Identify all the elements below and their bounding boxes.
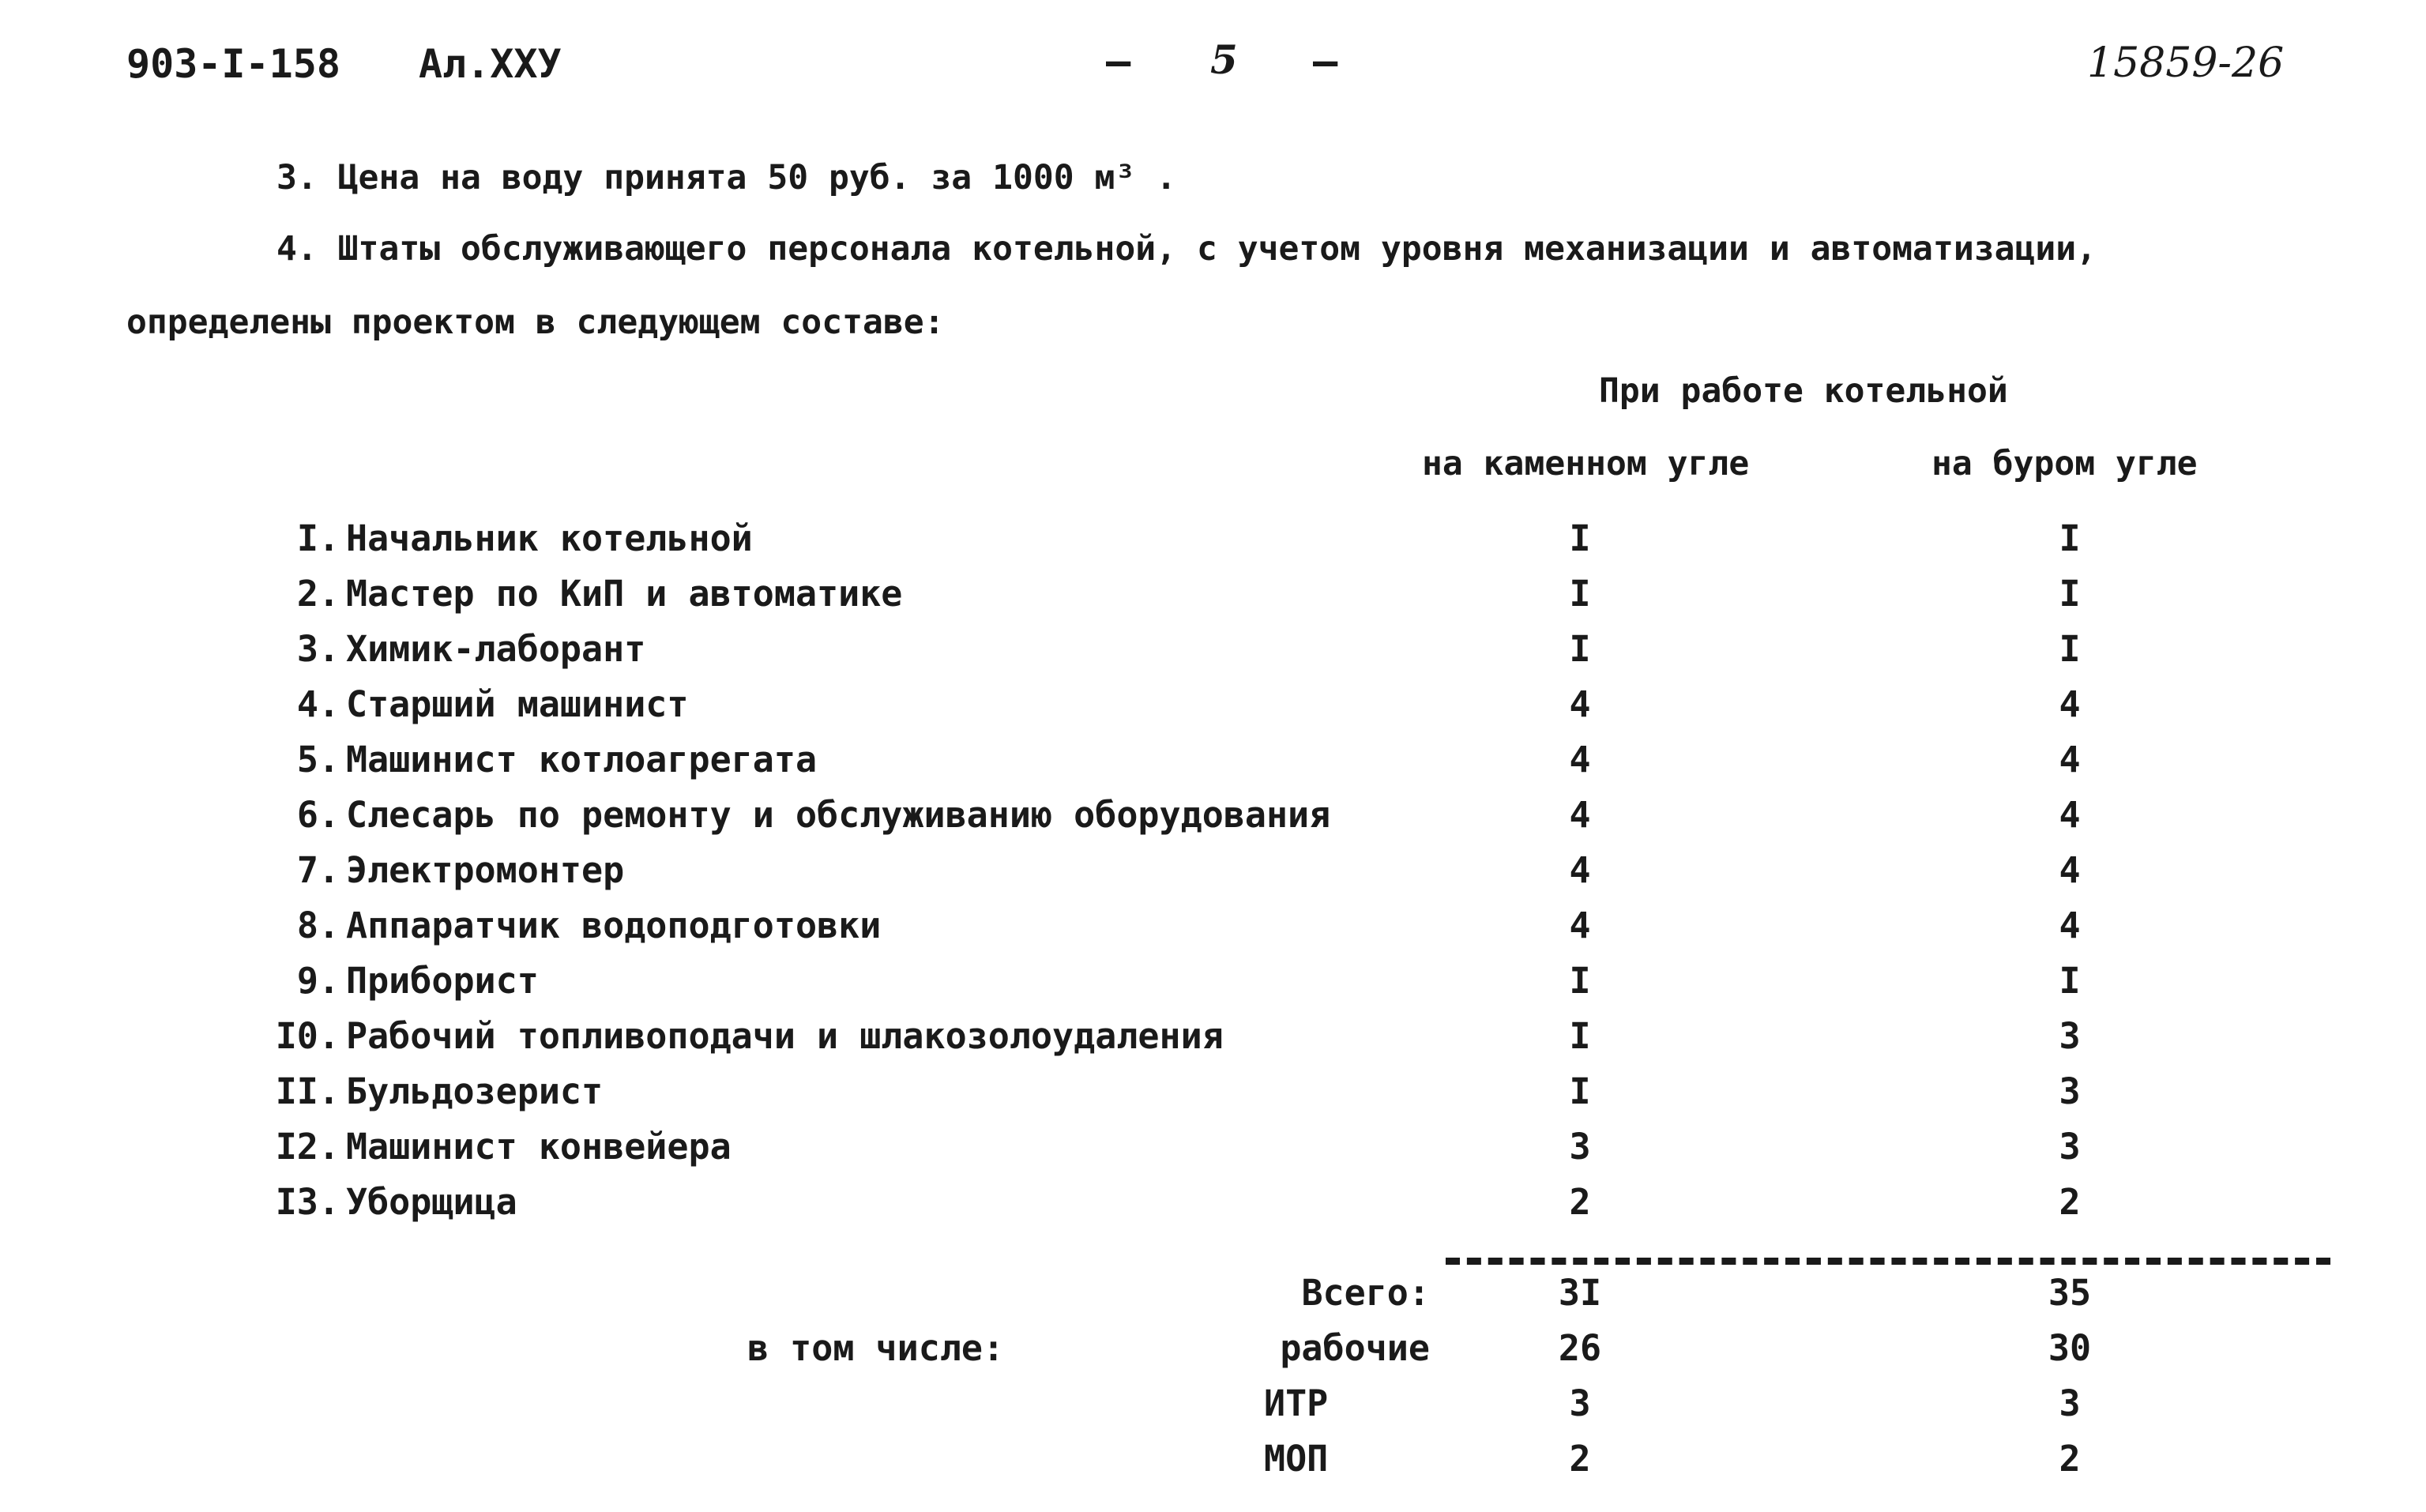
count-brown-coal: I — [2059, 517, 2081, 559]
breakdown-stone-coal: 2 — [1569, 1438, 1591, 1480]
count-brown-coal: 3 — [2059, 1126, 2081, 1168]
table-row — [0, 1181, 2426, 1236]
including-label: в том числе: — [747, 1327, 1005, 1369]
paragraph-4-line-2: определены проектом в следующем составе: — [126, 303, 945, 342]
staff-position: Машинист котлоагрегата — [346, 739, 818, 780]
staff-position: Рабочий топливоподачи и шлакозолоудаления — [346, 1015, 1224, 1057]
count-brown-coal: 4 — [2059, 849, 2081, 891]
row-number: 9. — [296, 960, 340, 1002]
staff-position: Приборист — [346, 960, 539, 1002]
row-number: 2. — [296, 573, 340, 615]
sheet-number: 15859-26 — [2087, 39, 2285, 87]
table-row — [0, 905, 2426, 960]
count-stone-coal: I — [1569, 628, 1591, 670]
staff-position: Начальник котельной — [346, 517, 753, 559]
table-row — [0, 794, 2426, 849]
count-brown-coal: 3 — [2059, 1015, 2081, 1057]
row-number: I. — [296, 517, 340, 559]
count-brown-coal: 4 — [2059, 905, 2081, 946]
staff-position: Мастер по КиП и автоматике — [346, 573, 903, 615]
count-stone-coal: 4 — [1569, 739, 1591, 780]
total-separator-line — [1446, 1258, 2330, 1265]
document-code: 903-I-158 — [126, 41, 340, 87]
table-row — [0, 1126, 2426, 1181]
table-row — [0, 960, 2426, 1015]
count-brown-coal: I — [2059, 628, 2081, 670]
count-brown-coal: I — [2059, 960, 2081, 1002]
staff-position: Химик-лаборант — [346, 628, 646, 670]
breakdown-brown-coal: 3 — [2059, 1382, 2081, 1424]
table-row — [0, 739, 2426, 794]
breakdown-row — [0, 1382, 2426, 1438]
column-header-brown-coal: на буром угле — [1931, 444, 2198, 483]
count-stone-coal: I — [1569, 573, 1591, 615]
row-number: 8. — [296, 905, 340, 946]
count-brown-coal: 3 — [2059, 1070, 2081, 1112]
page-number-dash-right: – — [1313, 38, 1338, 85]
staff-position: Аппаратчик водоподготовки — [346, 905, 882, 946]
row-number: 5. — [296, 739, 340, 780]
table-row — [0, 1070, 2426, 1126]
paragraph-3: 3. Цена на воду принята 50 руб. за 1000 м³ . — [276, 158, 1177, 197]
count-stone-coal: I — [1569, 517, 1591, 559]
count-brown-coal: I — [2059, 573, 2081, 615]
paragraph-4-line-1: 4. Штаты обслуживающего персонала котельной, с учетом уровня механизации и автоматизации, — [276, 229, 2097, 269]
total-row — [0, 1272, 2426, 1327]
staff-position: Электромонтер — [346, 849, 625, 891]
row-number: I3. — [275, 1181, 340, 1223]
table-row — [0, 517, 2426, 573]
total-label: Всего: — [1301, 1272, 1430, 1314]
staff-position: Старший машинист — [346, 683, 689, 725]
breakdown-label: ИТР — [1264, 1382, 1329, 1424]
table-row — [0, 573, 2426, 628]
count-stone-coal: I — [1569, 1015, 1591, 1057]
total-stone-coal: 3I — [1558, 1272, 1602, 1314]
count-stone-coal: 2 — [1569, 1181, 1591, 1223]
count-stone-coal: I — [1569, 960, 1591, 1002]
album-number: Ал.XXУ — [419, 41, 562, 87]
table-row — [0, 1015, 2426, 1070]
staff-position: Бульдозерист — [346, 1070, 604, 1112]
staff-position: Машинист конвейера — [346, 1126, 732, 1168]
breakdown-row — [0, 1438, 2426, 1493]
row-number: I2. — [275, 1126, 340, 1168]
table-row — [0, 628, 2426, 683]
count-stone-coal: 4 — [1569, 849, 1591, 891]
count-stone-coal: 4 — [1569, 905, 1591, 946]
count-stone-coal: 4 — [1569, 683, 1591, 725]
page-number-dash-left: – — [1106, 38, 1131, 85]
page-number: 5 — [1210, 36, 1238, 83]
row-number: 7. — [296, 849, 340, 891]
table-row — [0, 683, 2426, 739]
row-number: I0. — [275, 1015, 340, 1057]
row-number: 4. — [296, 683, 340, 725]
count-brown-coal: 4 — [2059, 794, 2081, 836]
table-group-header: При работе котельной — [1599, 371, 2008, 411]
column-header-stone-coal: на каменном угле — [1422, 444, 1750, 483]
breakdown-label: МОП — [1264, 1438, 1329, 1480]
staff-position: Уборщица — [346, 1181, 517, 1223]
count-stone-coal: 4 — [1569, 794, 1591, 836]
row-number: 6. — [296, 794, 340, 836]
count-brown-coal: 2 — [2059, 1181, 2081, 1223]
table-row — [0, 849, 2426, 905]
breakdown-stone-coal: 3 — [1569, 1382, 1591, 1424]
row-number: 3. — [296, 628, 340, 670]
total-brown-coal: 35 — [2048, 1272, 2092, 1314]
count-brown-coal: 4 — [2059, 739, 2081, 780]
count-brown-coal: 4 — [2059, 683, 2081, 725]
breakdown-row — [0, 1327, 2426, 1382]
breakdown-label: рабочие — [1280, 1327, 1430, 1369]
row-number: II. — [275, 1070, 340, 1112]
breakdown-brown-coal: 2 — [2059, 1438, 2081, 1480]
count-stone-coal: 3 — [1569, 1126, 1591, 1168]
breakdown-brown-coal: 30 — [2048, 1327, 2092, 1369]
breakdown-stone-coal: 26 — [1558, 1327, 1602, 1369]
staff-position: Слесарь по ремонту и обслуживанию оборудования — [346, 794, 1331, 836]
count-stone-coal: I — [1569, 1070, 1591, 1112]
